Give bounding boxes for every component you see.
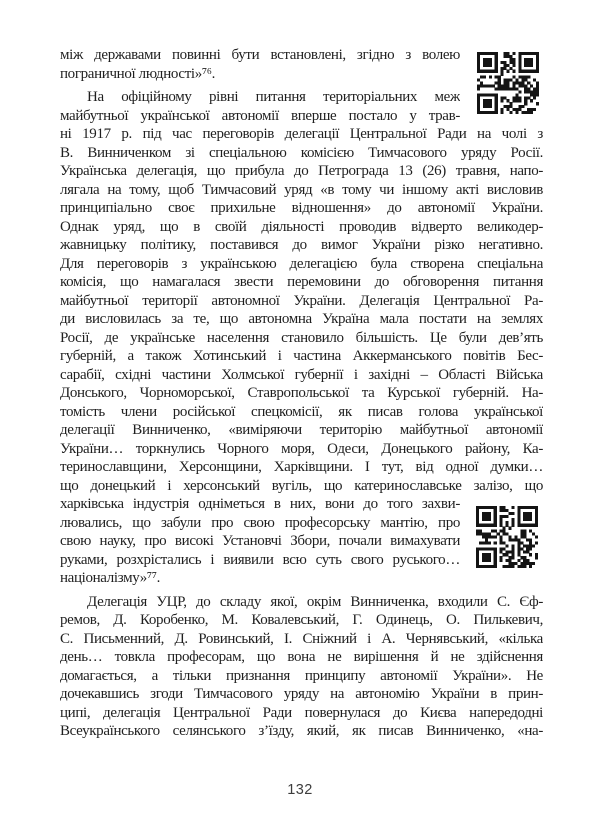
qr-code-icon [477, 52, 539, 114]
text-line: майбутньої української автономії вперше постало у трав- [60, 107, 460, 124]
text-line: свою науку, про високі Установчі Збори, почали вимахувати [60, 533, 460, 549]
text-line: делегації Винниченко, «виміряючи територію майбутньої автономії [60, 422, 543, 438]
text-line: Однак уряд, що в свої​й діяльності проводив відверто великодер- [60, 218, 543, 235]
text-line: домагається, а тільки признання принципу автономії України». Не [60, 667, 543, 684]
text-line: Делегація УЦР, до складу якої, окрім Винниченка, входили С. Єф- [87, 593, 543, 610]
text-line: С. Письменний, Д. Ровинський, І. Сніжний і А. Чернявський, «кілька [60, 630, 543, 647]
text-line: Росії, де українське населення становило більшість. Це були дев’ять [60, 329, 543, 346]
page-number: 132 [287, 782, 313, 798]
paragraph [60, 593, 543, 741]
text-line: Донського, Чорноморської, Ставропольської та Курської губерній. На- [60, 385, 543, 401]
text-line: сарабії, східні частини Холмської губернії і західні – Області Війська [60, 366, 543, 383]
text-line: пограничної людності»⁷⁶. [60, 65, 216, 82]
text-line: ремов, Д. Коробенко, М. Ковалевський, Г. Одинець, О. Пилькевич, [60, 612, 543, 628]
text-line: Для переговорів з українською делегацією була створена спеціальна [60, 255, 543, 272]
text-line: ні 1917 р. під час переговорів делегації Центральної Ради на чолі з [60, 126, 543, 142]
text-line: В. Винниченком зі спеціальною комісією Тимчасового уряду Росії. [60, 144, 543, 161]
text-line: теринославщини, Херсонщини, Харківщини. І тут, від одної думки… [60, 459, 543, 475]
qr-code-icon [476, 506, 538, 568]
text-line: губерній, а також Хотинський і частина Аккерманського повітів Бес- [60, 348, 543, 364]
text-line: принципіально своє прихильне відношення» до автономії України. [60, 200, 543, 216]
text-line: лягала на тому, щоб Тимчасовий уряд «в тому чи іншому акті висловив [60, 181, 543, 198]
text-column [60, 46, 543, 741]
text-line: комісія, що намагалася звести перемовини до обговорення питання [60, 274, 543, 290]
text-line: України… торкнулись Чорного моря, Одеси, Донецького району, Ка- [60, 440, 543, 457]
text-line: ципі, делегація Центральної Ради повернулася до Києва напередодні [60, 704, 543, 721]
text-line: На офіційному рівні питання територіальних меж [87, 89, 460, 105]
text-line: Всеукраїнського селянського з’їзду, який, як писав Винниченко, «на- [60, 723, 543, 739]
text-line: жавницьку політику, поставився до вимог України різко негативно. [60, 237, 543, 253]
text-line: що донецький і херсонський вугіль, що катеринославське залізо, що [60, 477, 543, 494]
text-line: лювались, що забули про свою професорську мантію, про [60, 514, 460, 531]
text-line: майбутньої території автономної України. Делегація Центральної Ра- [60, 292, 543, 309]
paragraph [60, 88, 543, 588]
paragraph [60, 46, 543, 83]
text-line: націоналізму»⁷⁷. [60, 570, 161, 586]
text-line: руками, розхрістались і виявили всю суть свого руського… [60, 551, 460, 568]
text-line: дочекавшись згоди Тимчасового уряду на автономію України в прин- [60, 686, 543, 702]
text-line: день… товкла професорам, що вона не вирішення й не здійснення [60, 649, 543, 665]
text-line: ди висловилась за те, що автономна Україна мала постати на землях [60, 311, 543, 327]
text-line: Українська делегація, що прибула до Петрограда 13 (26) травня, напо- [60, 163, 543, 179]
text-line: між державами повинні бути встановлені, згідно з волею [60, 47, 460, 63]
text-line: харківська індустрія одніметься в них, вони до того захви- [60, 496, 460, 512]
text-line: томість члени російської спецкомісії, як писав голова української [60, 403, 543, 420]
